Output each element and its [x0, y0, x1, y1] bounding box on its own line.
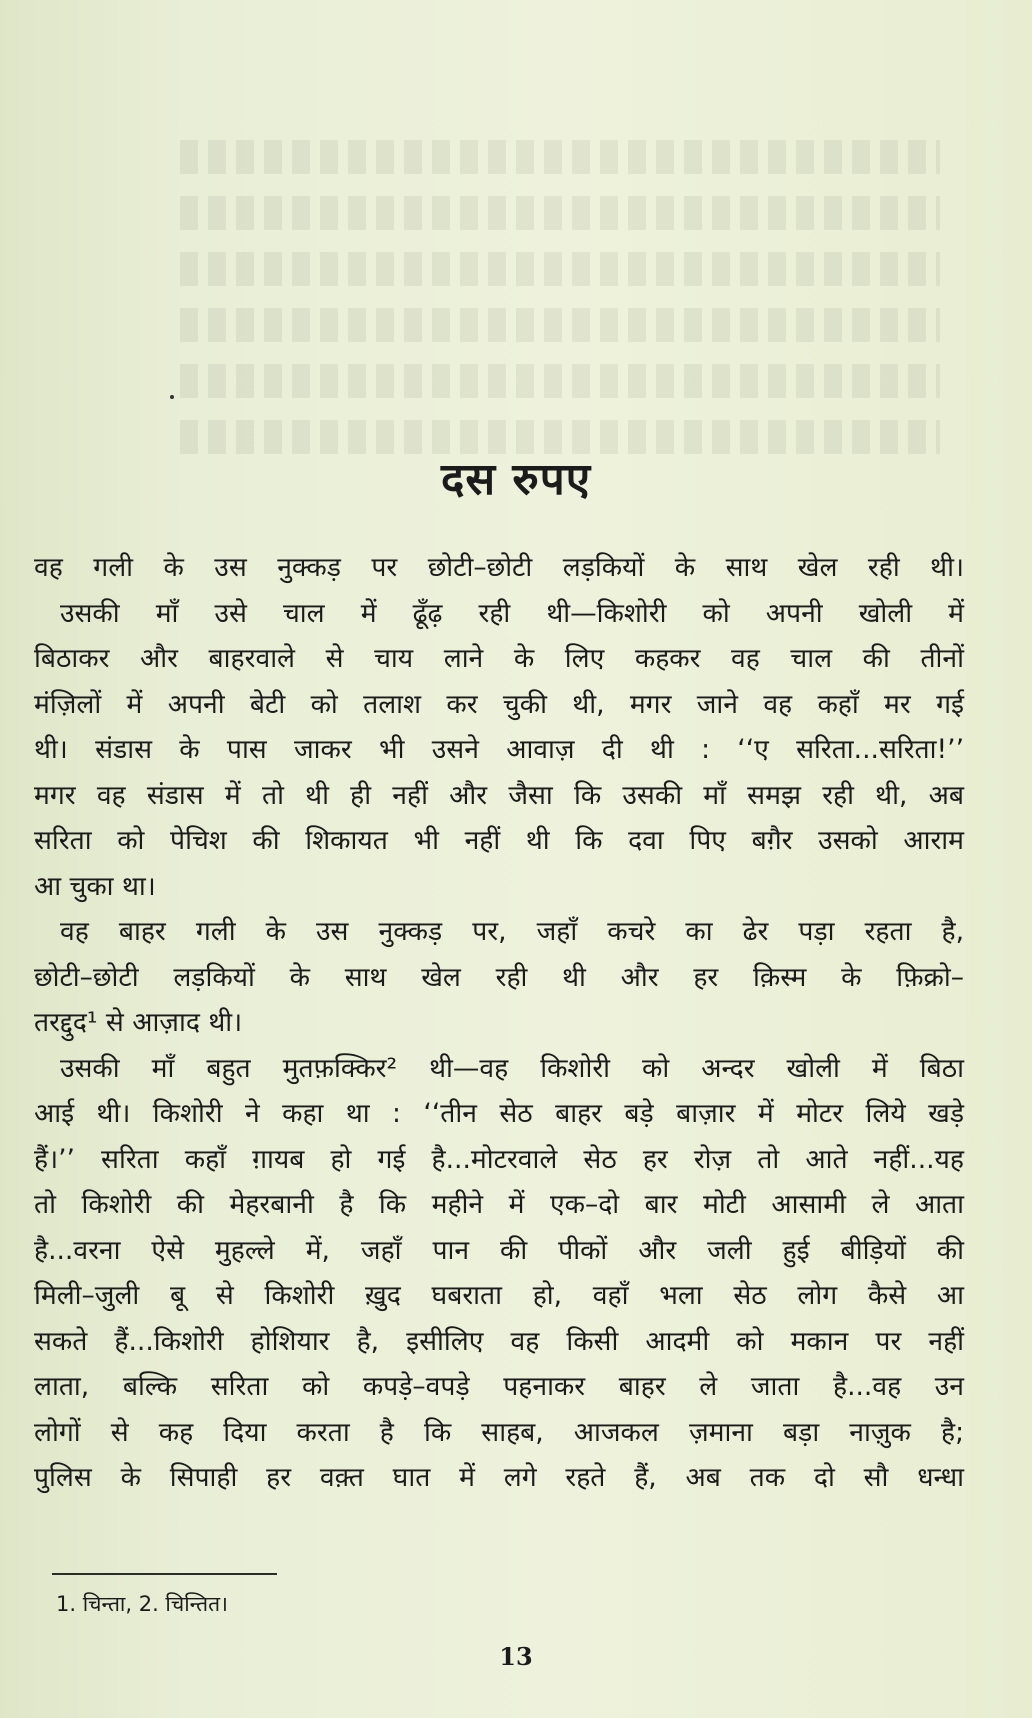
- text-line: सरिता को पेचिश की शिकायत भी नहीं थी कि दवा पिए बग़ैर उसको आराम: [34, 825, 964, 856]
- text-line: छोटी–छोटी लड़कियों के साथ खेल रही थी और हर क़िस्म के फ़िक्रो–: [34, 961, 964, 993]
- text-line: वह बाहर गली के उस नुक्कड़ पर, जहाँ कचरे का ढेर पड़ा रहता है,: [60, 916, 964, 947]
- text-line: बिठाकर और बाहरवाले से चाय लाने के लिए कहकर वह चाल की तीनों: [34, 643, 964, 674]
- text-line: मगर वह संडास में तो थी ही नहीं और जैसा कि उसकी माँ समझ रही थी, अब: [34, 779, 964, 811]
- text-line: आई थी। किशोरी ने कहा था : ‘‘तीन सेठ बाहर बड़े बाज़ार में मोटर लिये खड़े: [34, 1098, 964, 1129]
- text-line: मंज़िलों में अपनी बेटी को तलाश कर चुकी थी, मगर जाने वह कहाँ मर गई: [34, 688, 964, 720]
- text-line: पुलिस के सिपाही हर वक़्त घात में लगे रहते हैं, अब तक दो सौ धन्धा: [34, 1462, 964, 1493]
- show-through-text: [180, 140, 940, 500]
- text-line: तो किशोरी की मेहरबानी है कि महीने में एक–दो बार मोटी आसामी ले आता: [34, 1189, 964, 1220]
- chapter-text: [34, 545, 964, 1501]
- text-line: उसकी माँ बहुत मुतफ़क्किर² थी—वह किशोरी को अन्दर खोली में बिठा: [60, 1052, 964, 1084]
- page-number: 13: [499, 1642, 533, 1671]
- text-line: उसकी माँ उसे चाल में ढूँढ़ रही थी—किशोरी को अपनी खोली में: [60, 597, 964, 629]
- text-line: थी। संडास के पास जाकर भी उसने आवाज़ दी थी : ‘‘ए सरिता...सरिता!’’: [34, 734, 964, 765]
- text-line: हैं।’’ सरिता कहाँ ग़ायब हो गई है...मोटरवाले सेठ हर रोज़ तो आते नहीं...यह: [34, 1143, 964, 1175]
- text-line: है...वरना ऐसे मुहल्ले में, जहाँ पान की पीकों और जली हुई बीड़ियों की: [34, 1234, 964, 1266]
- text-line: आ चुका था।: [34, 870, 156, 902]
- print-speck: [170, 395, 174, 399]
- text-line: तरद्दुद¹ से आज़ाद थी।: [34, 1007, 243, 1038]
- text-line: सकते हैं...किशोरी होशियार है, इसीलिए वह किसी आदमी को मकान पर नहीं: [34, 1325, 964, 1357]
- footnote-divider: [52, 1573, 277, 1575]
- footnote: 1. चिन्ता, 2. चिन्तित।: [56, 1592, 229, 1616]
- text-line: लोगों से कह दिया करता है कि साहब, आजकल ज़माना बड़ा नाज़ुक है;: [34, 1416, 964, 1448]
- text-line: वह गली के उस नुक्कड़ पर छोटी–छोटी लड़कियों के साथ खेल रही थी।: [34, 552, 964, 583]
- chapter-title: दस रुपए: [440, 454, 592, 506]
- text-line: मिली–जुली बू से किशोरी ख़ुद घबराता हो, वहाँ भला सेठ लोग कैसे आ: [34, 1280, 964, 1311]
- text-line: लाता, बल्कि सरिता को कपड़े–वपड़े पहनाकर बाहर ले जाता है...वह उन: [34, 1371, 964, 1402]
